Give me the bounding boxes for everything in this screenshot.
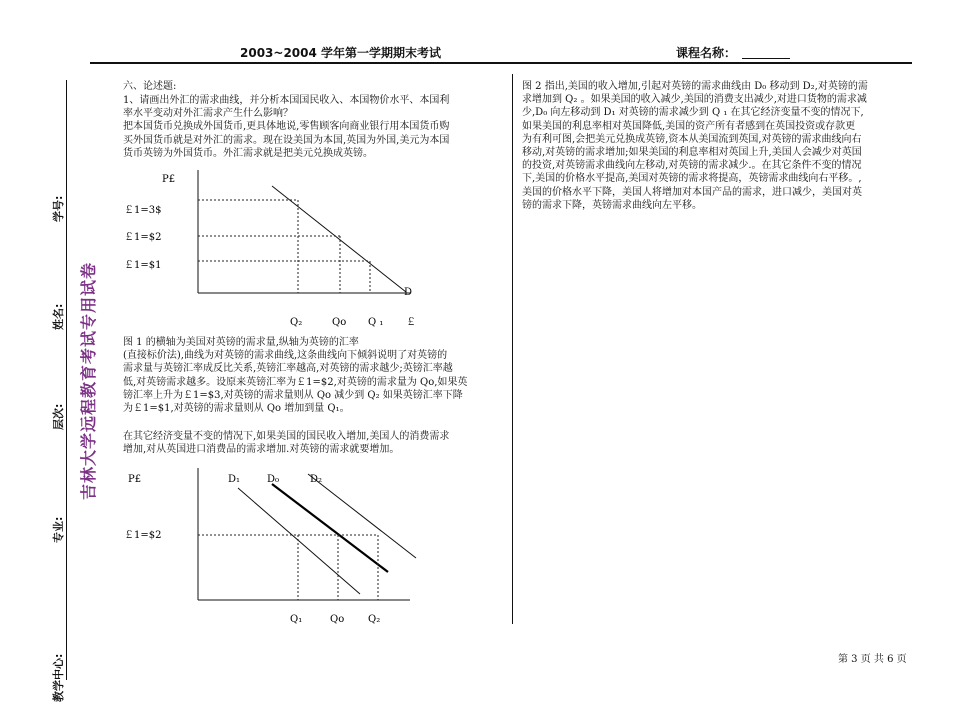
- fig1-demand-line: [272, 186, 406, 292]
- fig1-rate1-label: ￡1=$1: [124, 260, 162, 271]
- section-heading: 六、论述题:: [123, 81, 177, 92]
- page-number: 第 3 页 共 6 页: [838, 654, 907, 665]
- text-line: 需求量与英镑汇率成反比关系,英镑汇率越高,对英镑的需求越少;英镑汇率越: [123, 363, 453, 375]
- text-line: 买外国货币就是对外汇的需求。现在设美国为本国,英国为外国,美元为本国: [123, 134, 450, 146]
- text-line: 美国的价格水平下降，美国人将增加对本国产品的需求，进口减少，美国对英: [522, 186, 862, 198]
- fig2-y-label: P£: [128, 474, 142, 485]
- text-line: (直接标价法),曲线为对英镑的需求曲线,这条曲线向下倾斜说明了对英镑的: [123, 350, 448, 362]
- fig2-qo-label: Qo: [330, 614, 345, 625]
- text-line: 在其它经济变量不变的情况下,如果美国的国民收入增加,美国人的消费需求: [123, 431, 450, 442]
- text-line: 图 2 指出,美国的收入增加,引起对英镑的需求曲线由 D₀ 移动到 D₂,对英镑的需: [522, 81, 868, 92]
- figure-1-explanation: [123, 336, 467, 415]
- exam-title: 2003~2004 学年第一学期期末考试: [240, 46, 442, 60]
- name-label: 姓名:: [52, 303, 65, 330]
- text-line: 图 1 的横轴为美国对英镑的需求量,纵轴为英镑的汇率: [123, 337, 359, 348]
- text-line: 的投资,对英镑需求曲线向左移动,对英镑的需求减少.。在其它条件不变的情况: [522, 160, 862, 172]
- header-rule: [90, 62, 912, 64]
- fig1-rate3-label: ￡1=3$: [124, 205, 162, 216]
- text-line: 移动,对英镑的需求增加;如果美国的利息率相对英国上升,美国人会减少对英国: [522, 147, 862, 159]
- major-label: 专业:: [52, 516, 65, 543]
- fig2-q2-label: Q₂: [368, 614, 381, 625]
- text-line: 镑的需求下降，英镑需求曲线向左平移。: [522, 199, 702, 211]
- column-divider: [512, 74, 513, 624]
- text-line: 为有利可图,会把美元兑换成英镑,资本从美国流到英国,对英镑的需求曲线向右: [522, 133, 862, 145]
- text-line: 如果美国的利息率相对英国降低,美国的资产所有者感到在英国投资或存款更: [522, 120, 856, 132]
- text-line: 求增加到 Q₂ 。如果美国的收入减少,美国的消费支出减少,对进口货物的需求减: [522, 94, 867, 106]
- fig2-d2-label: D₂: [310, 474, 323, 485]
- binding-line: [66, 80, 67, 680]
- text-line: 镑汇率上升为￡1=$3,对英镑的需求量则从 Qo 减少到 Q₂ 如果英镑汇率下降: [123, 389, 463, 401]
- text-line: 低,对英镑需求越多。设原来英镑汇率为￡1=$2,对英镑的需求量为 Qo,如果英: [123, 376, 468, 388]
- fig1-q1-label: Q ₁: [368, 317, 384, 328]
- fig2-d0-label: D₀: [267, 474, 280, 485]
- fig2-d0-line: [272, 484, 388, 572]
- text-line: 下,美国的价格水平提高,美国对英镑的需求将提高，英镑需求曲线向右平移。,: [522, 173, 862, 185]
- level-label: 层次:: [52, 403, 65, 430]
- income-effect-text: [123, 430, 449, 456]
- course-name-blank: [742, 58, 790, 59]
- fig1-curve-label: D: [404, 287, 413, 298]
- fig1-rate2-label: ￡1=$2: [124, 232, 162, 243]
- fig2-rate2-label: ￡1=$2: [124, 530, 162, 541]
- study-no-label: 学号:: [52, 195, 65, 222]
- fig1-x-label: ￡: [406, 317, 416, 328]
- text-line: 少,D₀ 向左移动到 D₁ 对英镑的需求减少到 Q ₁ 在其它经济变量不变的情况下,: [522, 107, 864, 119]
- figure-1-demand-curve: [110, 160, 420, 335]
- fig1-y-label: P£: [162, 174, 176, 185]
- text-line: 1、请画出外汇的需求曲线，并分析本国国民收入、本国物价水平、本国利: [123, 95, 450, 106]
- center-label: 教学中心:: [52, 653, 65, 702]
- fig1-q2-label: Q₂: [290, 317, 303, 328]
- figure-2-demand-shift: [110, 462, 430, 632]
- question-1-text: [123, 94, 449, 160]
- text-line: 增加,对从英国进口消费品的需求增加.对英镑的需求就要增加。: [123, 444, 400, 456]
- fig2-q1-label: Q₁: [290, 614, 303, 625]
- text-line: 货币英镑为外国货币。外汇需求就是把美元兑换成英镑。: [123, 147, 373, 159]
- fig2-d1-label: D₁: [228, 474, 241, 485]
- fig2-d2-line: [308, 474, 416, 558]
- course-name-label: 课程名称：: [676, 46, 737, 60]
- text-line: 把本国货币兑换成外国货币,更具体地说,零售顾客向商业银行用本国货币购: [123, 121, 450, 133]
- fig1-qo-label: Qo: [332, 317, 347, 328]
- text-line: 率水平变动对外汇需求产生什么影响？: [123, 108, 293, 120]
- text-line: 为￡1=$1,对英镑的需求量则从 Qo 增加到量 Q₁。: [123, 403, 350, 415]
- right-column-text: [522, 80, 868, 212]
- exam-paper-seal: 吉林大学远程教育考试专用试卷: [79, 261, 98, 500]
